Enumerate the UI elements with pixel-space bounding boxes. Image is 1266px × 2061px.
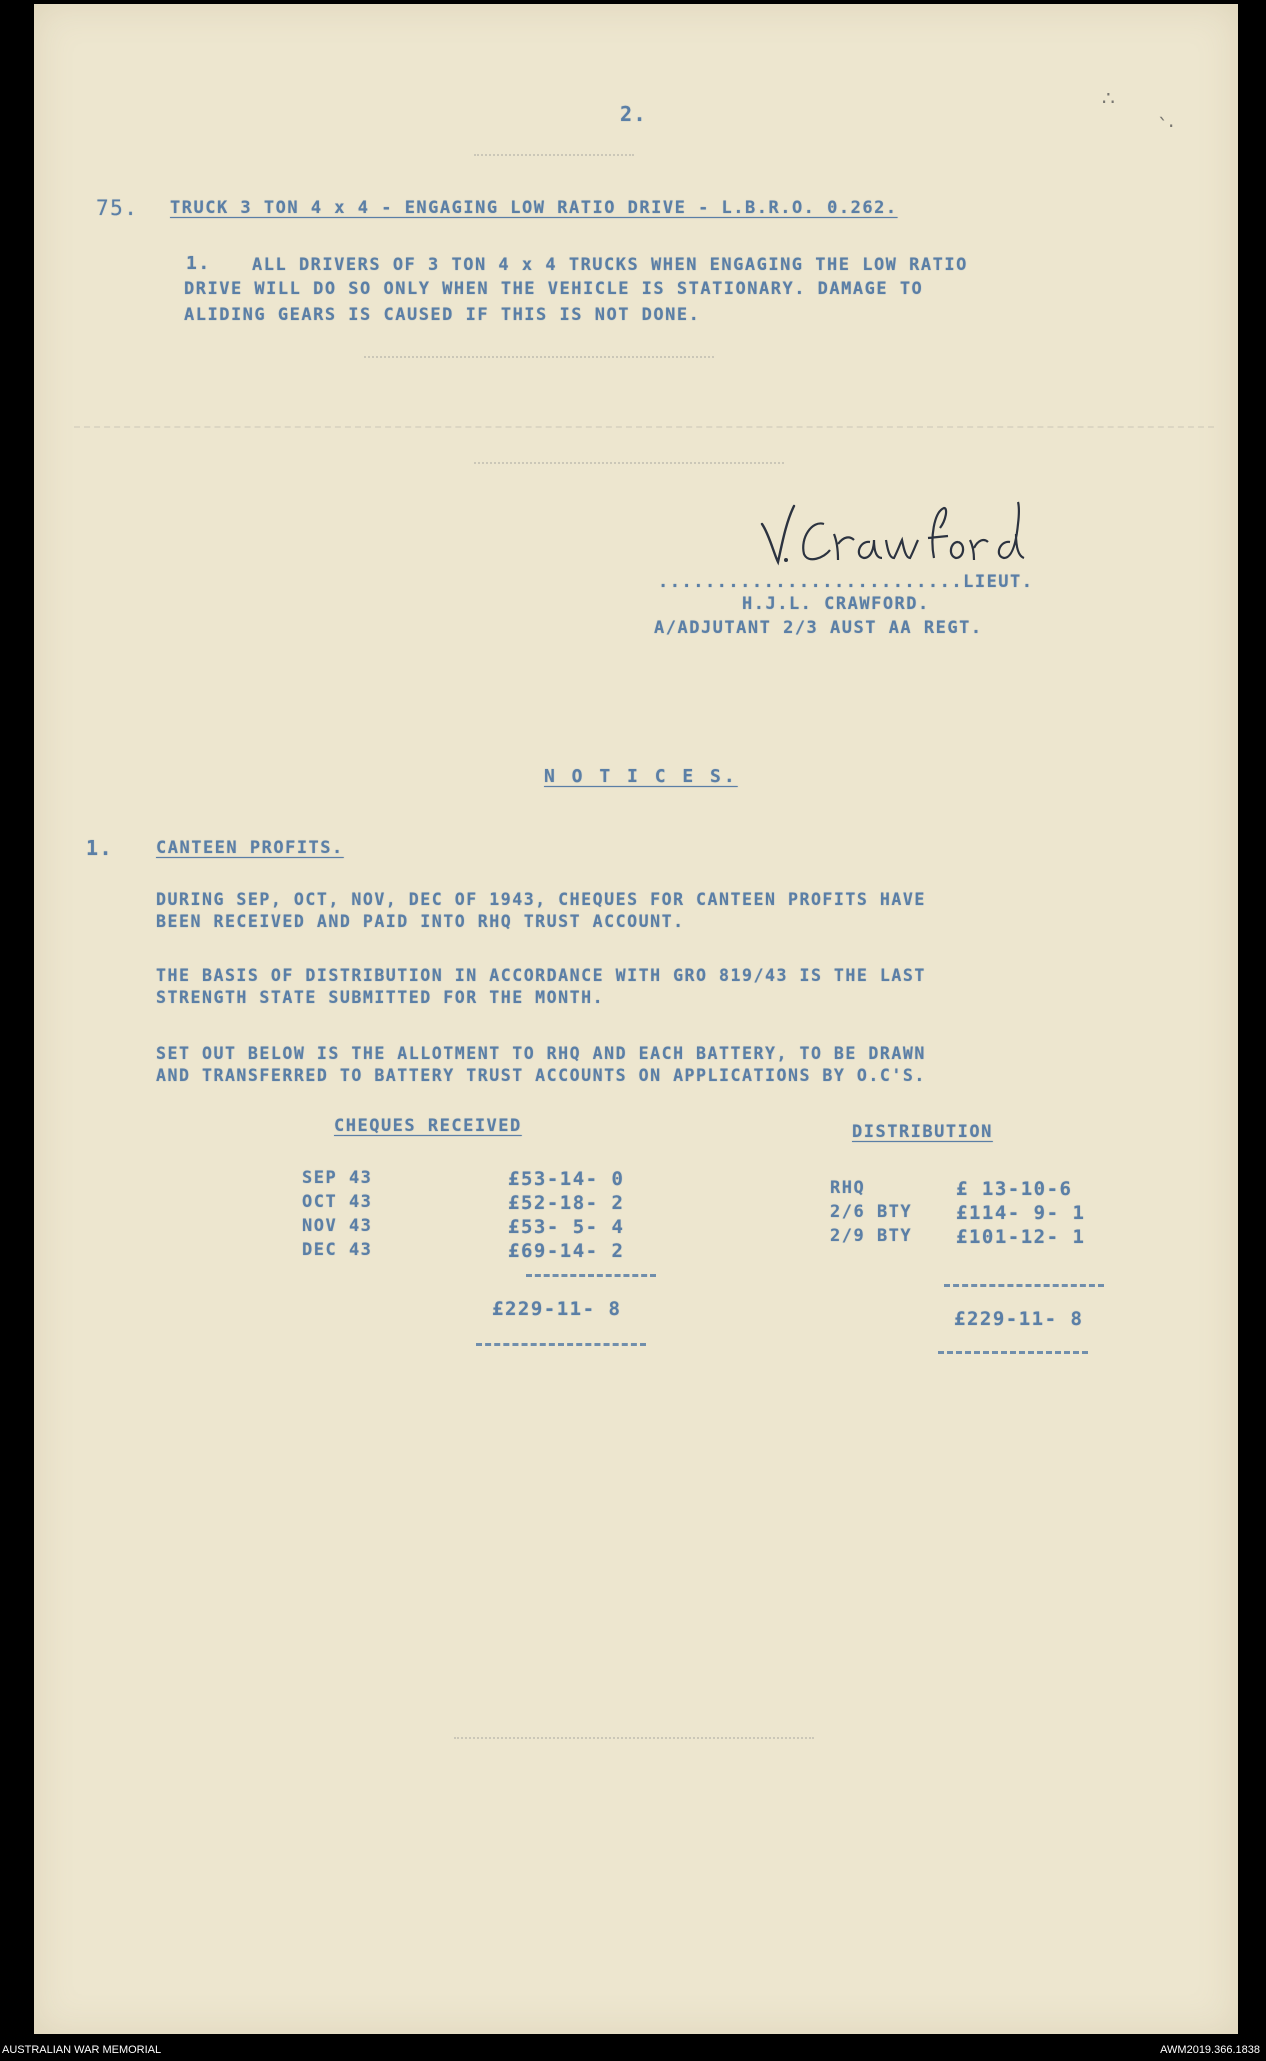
footer-accession-number: AWM2019.366.1838: [1160, 2044, 1260, 2056]
page-number: 2.: [620, 102, 648, 126]
show-through-line: [74, 426, 1214, 428]
distribution-total: £229-11- 8: [954, 1308, 1084, 1330]
cheques-total: £229-11- 8: [492, 1298, 622, 1320]
notice-para-2-line-2: STRENGTH STATE SUBMITTED FOR THE MONTH.: [156, 988, 605, 1007]
order-line-1: ALL DRIVERS OF 3 TON 4 x 4 TRUCKS WHEN ENGAGING THE LOW RATIO: [252, 255, 968, 275]
cheques-subtotal-rule: [526, 1274, 656, 1277]
distribution-heading: DISTRIBUTION: [852, 1122, 993, 1142]
show-through-line: [364, 356, 714, 358]
show-through-line: [474, 154, 634, 156]
distribution-amount: £ 13-10-6: [956, 1178, 1073, 1200]
order-line-3: ALIDING GEARS IS CAUSED IF THIS IS NOT DONE.: [184, 305, 701, 325]
notice-para-2-line-1: THE BASIS OF DISTRIBUTION IN ACCORDANCE WITH GRO 819/43 IS THE LAST: [156, 966, 926, 985]
show-through-line: [474, 462, 784, 464]
document-page: [34, 4, 1238, 2034]
cheque-month: DEC 43: [302, 1240, 373, 1260]
signatory-appointment: A/ADJUTANT 2/3 AUST AA REGT.: [654, 618, 983, 638]
distribution-amount: £114- 9- 1: [956, 1202, 1086, 1224]
distribution-unit: 2/9 BTY: [830, 1226, 913, 1246]
cheques-heading: CHEQUES RECEIVED: [334, 1116, 522, 1136]
cheque-amount: £69-14- 2: [508, 1240, 625, 1262]
notices-heading: N O T I C E S.: [544, 766, 738, 787]
distribution-unit: RHQ: [830, 1178, 866, 1198]
cheque-month: OCT 43: [302, 1192, 373, 1212]
footer-credit: AUSTRALIAN WAR MEMORIAL: [2, 2044, 162, 2056]
distribution-amount: £101-12- 1: [956, 1226, 1086, 1248]
cheque-amount: £53-14- 0: [508, 1168, 625, 1190]
notice-para-1-line-1: DURING SEP, OCT, NOV, DEC OF 1943, CHEQUES FOR CANTEEN PROFITS HAVE: [156, 890, 926, 909]
archive-footer: [0, 2040, 1266, 2061]
cheque-amount: £53- 5- 4: [508, 1216, 625, 1238]
distribution-subtotal-rule: [944, 1284, 1104, 1287]
order-title: TRUCK 3 TON 4 x 4 - ENGAGING LOW RATIO DRIVE - L.B.R.O. 0.262.: [170, 198, 898, 218]
notice-item-title: CANTEEN PROFITS.: [156, 838, 344, 858]
edge-mark: ∴: [1102, 86, 1115, 110]
order-para-number: 1.: [186, 253, 211, 274]
distribution-total-rule: [938, 1351, 1088, 1354]
distribution-unit: 2/6 BTY: [830, 1202, 913, 1222]
signature-dots-line: ..........................LIEUT.: [658, 572, 1034, 592]
cheque-month: SEP 43: [302, 1168, 373, 1188]
signatory-name: H.J.L. CRAWFORD.: [742, 594, 930, 614]
show-through-line: [454, 1737, 814, 1739]
cheque-amount: £52-18- 2: [508, 1192, 625, 1214]
cheques-total-rule: [476, 1343, 646, 1346]
notice-para-3-line-1: SET OUT BELOW IS THE ALLOTMENT TO RHQ AND EACH BATTERY, TO BE DRAWN: [156, 1044, 926, 1063]
edge-mark: `·: [1158, 114, 1175, 138]
order-number: 75.: [96, 196, 139, 220]
order-line-2: DRIVE WILL DO SO ONLY WHEN THE VEHICLE IS STATIONARY. DAMAGE TO: [184, 279, 924, 299]
notice-para-3-line-2: AND TRANSFERRED TO BATTERY TRUST ACCOUNTS ON APPLICATIONS BY O.C'S.: [156, 1066, 926, 1085]
notice-para-1-line-2: BEEN RECEIVED AND PAID INTO RHQ TRUST ACCOUNT.: [156, 912, 685, 931]
handwritten-signature: [734, 494, 1044, 574]
notice-item-number: 1.: [86, 836, 114, 860]
cheque-month: NOV 43: [302, 1216, 373, 1236]
